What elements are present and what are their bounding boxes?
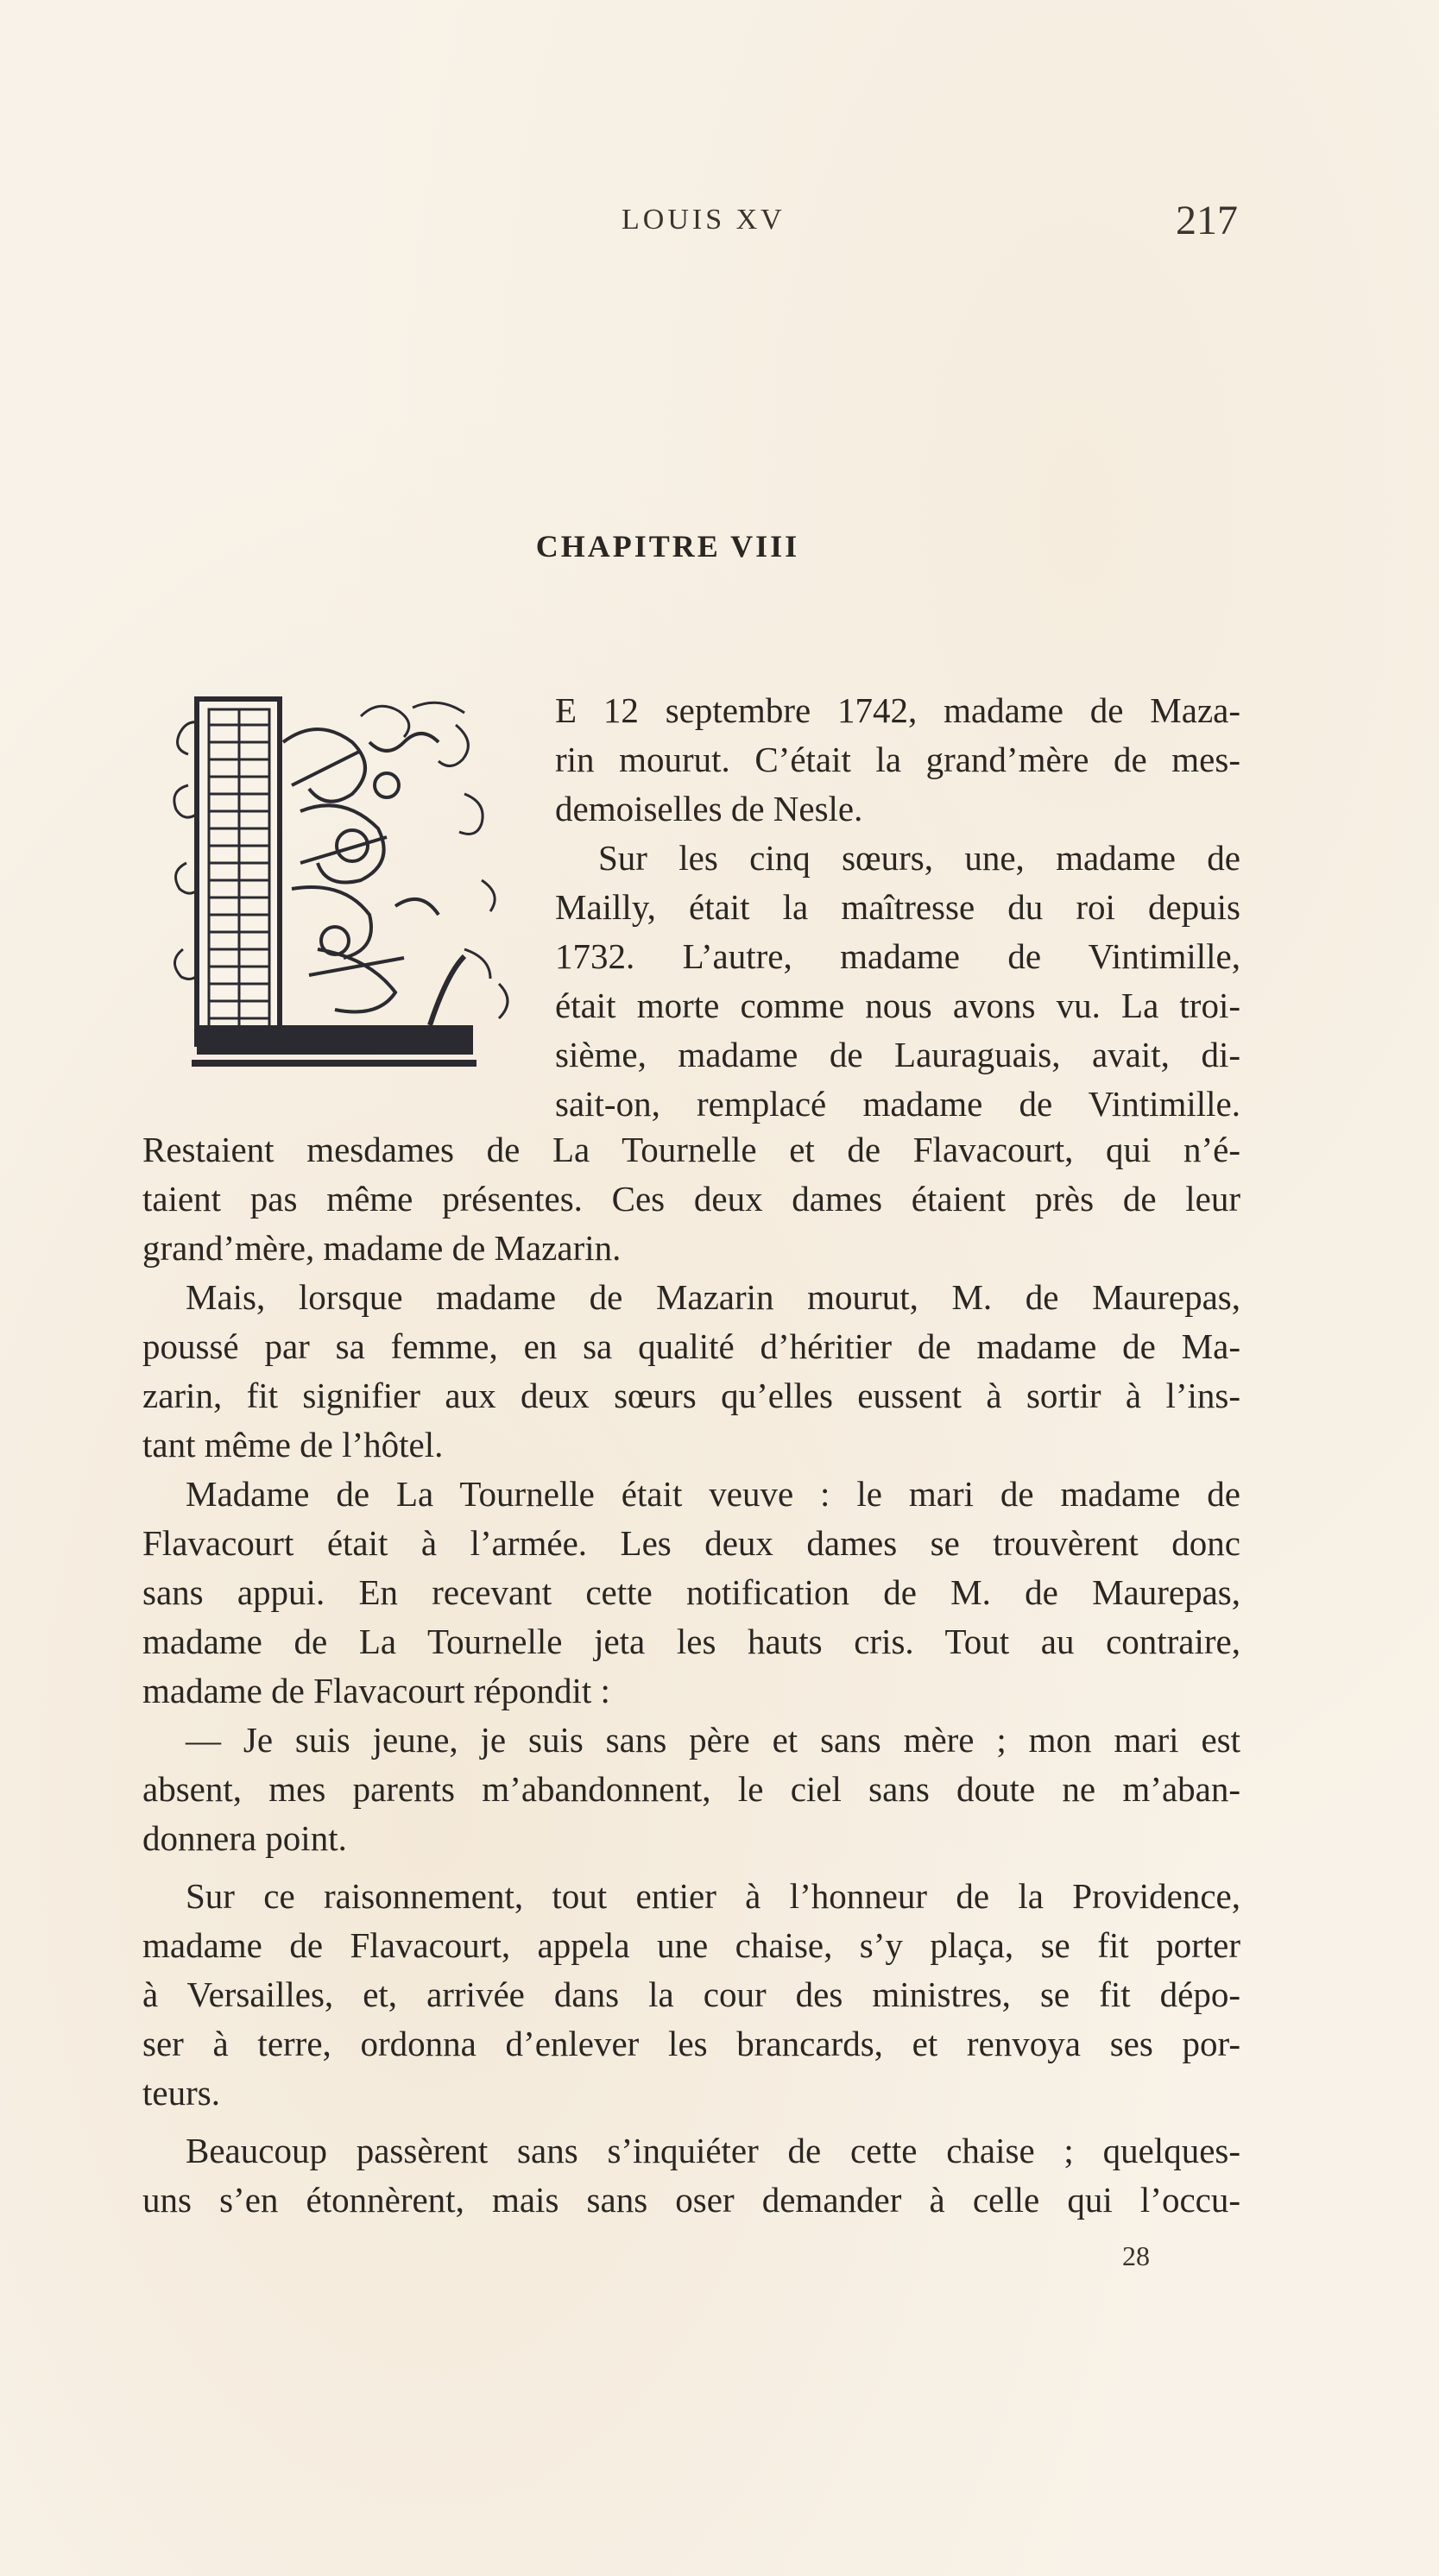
text-line: demoiselles de Nesle.: [555, 789, 863, 828]
text-line: Mailly, était la maîtresse du roi depuis: [555, 887, 1240, 927]
text-line: était morte comme nous avons vu. La troi-: [555, 986, 1240, 1025]
text-line: madame de La Tournelle jeta les hauts cris. Tout au contraire,: [142, 1622, 1240, 1661]
text-line: Sur ce raisonnement, tout entier à l’honneur de la Providence,: [186, 1876, 1240, 1916]
text-line: ser à terre, ordonna d’enlever les brancards, et renvoya ses por-: [142, 2024, 1240, 2063]
text-line: sans appui. En recevant cette notification de M. de Maurepas,: [142, 1572, 1240, 1612]
text-line: teurs.: [142, 2073, 220, 2113]
text-line: Restaient mesdames de La Tournelle et de Flavacourt, qui n’é-: [142, 1130, 1240, 1169]
text-line: — Je suis jeune, je suis sans père et sans mère ; mon mari est: [186, 1720, 1240, 1760]
text-line: Beaucoup passèrent sans s’inquiéter de cette chaise ; quelques-: [186, 2131, 1240, 2170]
text-line: madame de Flavacourt répondit :: [142, 1671, 610, 1710]
text-line: à Versailles, et, arrivée dans la cour des ministres, se fit dépo-: [142, 1975, 1240, 2014]
text-line: madame de Flavacourt, appela une chaise, s’y plaça, se fit porter: [142, 1925, 1240, 1965]
text-line: rin mourut. C’était la grand’mère de mes-: [555, 740, 1240, 779]
wrapped-paragraph: [555, 686, 1240, 1129]
text-line: zarin, fit signifier aux deux sœurs qu’elles eussent à sortir à l’ins-: [142, 1376, 1240, 1415]
text-line: grand’mère, madame de Mazarin.: [142, 1228, 622, 1268]
text-line: Mais, lorsque madame de Mazarin mourut, M. de Maurepas,: [186, 1277, 1240, 1317]
text-line: sième, madame de Lauraguais, avait, di-: [555, 1035, 1240, 1074]
signature-mark: 28: [1122, 2240, 1150, 2271]
text-line: sait-on, remplacé madame de Vintimille.: [555, 1084, 1240, 1124]
text-line: donnera point.: [142, 1818, 347, 1858]
chapter-title: [0, 528, 1439, 564]
running-title: LOUIS XV: [622, 204, 786, 236]
text-line: E 12 septembre 1742, madame de Maza-: [555, 690, 1240, 730]
text-line: 1732. L’autre, madame de Vintimille,: [555, 936, 1240, 976]
text-line: tant même de l’hôtel.: [142, 1425, 444, 1464]
text-line: absent, mes parents m’abandonnent, le ciel sans doute ne m’aban-: [142, 1769, 1240, 1809]
text-line: Sur les cinq sœurs, une, madame de: [598, 838, 1240, 878]
chapter-title-text: CHAPITRE VIII: [535, 529, 800, 564]
text-line: poussé par sa femme, en sa qualité d’héritier de madame de Ma-: [142, 1326, 1240, 1366]
text-line: uns s’en étonnèrent, mais sans oser demander à celle qui l’occu-: [142, 2180, 1240, 2220]
page-number: 217: [1176, 198, 1238, 243]
text-line: taient pas même présentes. Ces deux dames étaient près de leur: [142, 1179, 1240, 1219]
ornamental-dropcap-l-icon: [171, 690, 520, 1079]
text-line: Flavacourt était à l’armée. Les deux dames se trouvèrent donc: [142, 1523, 1240, 1563]
body-text: [142, 1125, 1240, 2225]
text-line: Madame de La Tournelle était veuve : le mari de madame de: [186, 1474, 1240, 1514]
